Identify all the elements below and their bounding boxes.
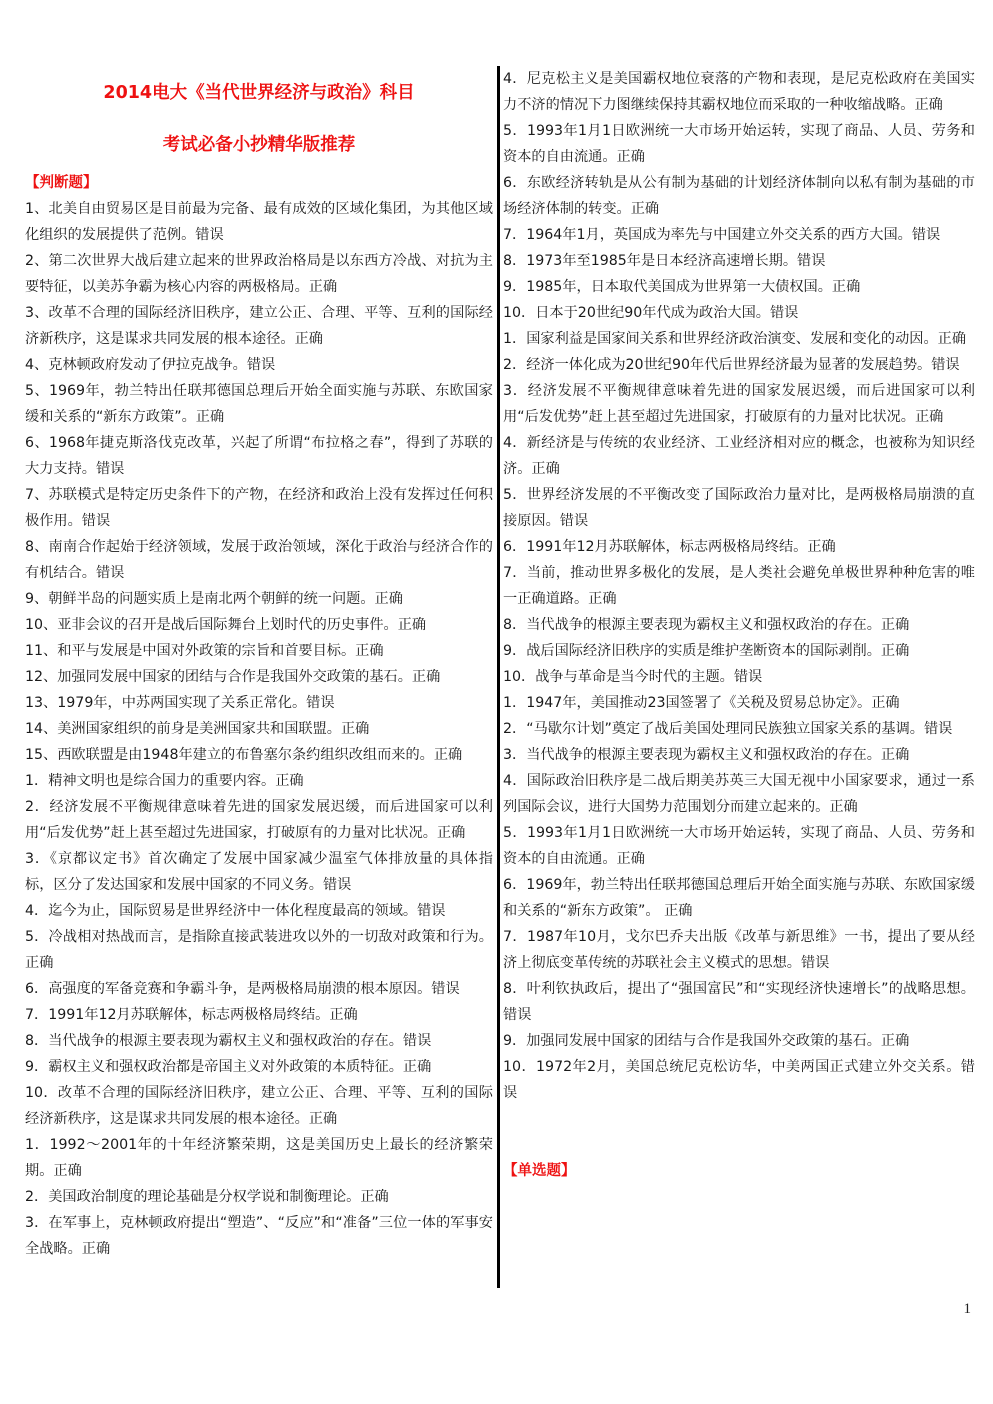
question-item: 8、南南合作起始于经济领域，发展于政治领域，深化于政治与经济合作的有机结合。错误 [25, 539, 493, 581]
question-item: 9．加强同发展中国家的团结与合作是我国外交政策的基石。正确 [503, 1033, 910, 1049]
question-item: 2、第二次世界大战后建立起来的世界政治格局是以东西方冷战、对抗为主要特征，以美苏争霸为核心内容的两极格局。正确 [25, 253, 493, 295]
question-item: 8．当代战争的根源主要表现为霸权主义和强权政治的存在。正确 [503, 617, 910, 633]
section-heading-single-choice: 【单选题】 [503, 1163, 576, 1179]
column-divider [497, 66, 500, 1288]
document-subtitle: 考试必备小抄精华版推荐 [162, 135, 356, 155]
question-item: 6．1991年12月苏联解体，标志两极格局终结。正确 [503, 539, 836, 555]
document-title: 2014电大《当代世界经济与政治》科目 [103, 83, 415, 103]
question-item: 6．东欧经济转轨是从公有制为基础的计划经济体制向以私有制为基础的市场经济体制的转变。正确 [503, 175, 975, 217]
question-item: 8．当代战争的根源主要表现为霸权主义和强权政治的存在。错误 [25, 1033, 432, 1049]
question-item: 10、亚非会议的召开是战后国际舞台上划时代的历史事件。正确 [25, 617, 427, 633]
question-item: 10．改革不合理的国际经济旧秩序，建立公正、合理、平等、互利的国际经济新秩序，这是谋求共同发展的根本途径。正确 [25, 1085, 493, 1127]
question-item: 1、北美自由贸易区是目前最为完备、最有成效的区域化集团，为其他区域化组织的发展提供了范例。错误 [25, 201, 493, 243]
question-item: 9、朝鲜半岛的问题实质上是南北两个朝鲜的统一问题。正确 [25, 591, 403, 607]
question-item: 7．1991年12月苏联解体，标志两极格局终结。正确 [25, 1007, 358, 1023]
question-item: 1．1992～2001年的十年经济繁荣期，这是美国历史上最长的经济繁荣期。正确 [25, 1137, 493, 1179]
question-item: 7．1987年10月，戈尔巴乔夫出版《改革与新思维》一书，提出了要从经济上彻底变革传统的苏联社会主义模式的思想。错误 [503, 929, 975, 971]
question-item: 1．精神文明也是综合国力的重要内容。正确 [25, 773, 304, 789]
question-item: 7．1964年1月，英国成为率先与中国建立外交关系的西方大国。错误 [503, 227, 941, 243]
question-item: 6．高强度的军备竞赛和争霸斗争，是两极格局崩溃的根本原因。错误 [25, 981, 460, 997]
question-item: 9．霸权主义和强权政治都是帝国主义对外政策的本质特征。正确 [25, 1059, 432, 1075]
question-item: 5．1993年1月1日欧洲统一大市场开始运转，实现了商品、人员、劳务和资本的自由流通。正确 [503, 123, 975, 165]
question-item: 5．世界经济发展的不平衡改变了国际政治力量对比，是两极格局崩溃的直接原因。错误 [503, 487, 975, 529]
question-item: 3、改革不合理的国际经济旧秩序，建立公正、合理、平等、互利的国际经济新秩序，这是谋求共同发展的根本途径。正确 [25, 305, 493, 347]
question-item: 13、1979年，中苏两国实现了关系正常化。错误 [25, 695, 335, 711]
question-item: 12、加强同发展中国家的团结与合作是我国外交政策的基石。正确 [25, 669, 441, 685]
question-item: 2．经济一体化成为20世纪90年代后世界经济最为显著的发展趋势。错误 [503, 357, 960, 373]
question-item: 6、1968年捷克斯洛伐克改革，兴起了所谓“布拉格之春”，得到了苏联的大力支持。错误 [25, 435, 493, 477]
question-item: 5．1993年1月1日欧洲统一大市场开始运转，实现了商品、人员、劳务和资本的自由流通。正确 [503, 825, 975, 867]
question-item: 10．日本于20世纪90年代成为政治大国。错误 [503, 305, 799, 321]
question-item: 15、西欧联盟是由1948年建立的布鲁塞尔条约组织改组而来的。正确 [25, 747, 463, 763]
section-heading-judgement: 【判断题】 [25, 175, 98, 191]
question-item: 4．国际政治旧秩序是二战后期美苏英三大国无视中小国家要求，通过一系列国际会议，进行大国势力范围划分而建立起来的。正确 [503, 773, 975, 815]
question-item: 7．当前，推动世界多极化的发展，是人类社会避免单极世界种种危害的唯一正确道路。正确 [503, 565, 975, 607]
question-item: 4．尼克松主义是美国霸权地位衰落的产物和表现，是尼克松政府在美国实力不济的情况下力图继续保持其霸权地位而采取的一种收缩战略。正确 [503, 71, 975, 113]
question-item: 2．美国政治制度的理论基础是分权学说和制衡理论。正确 [25, 1189, 389, 1205]
question-item: 5．冷战相对热战而言，是指除直接武装进攻以外的一切敌对政策和行为。正确 [25, 929, 493, 971]
question-item: 2．“马歇尔计划”奠定了战后美国处理同民族独立国家关系的基调。错误 [503, 721, 953, 737]
question-item: 11、和平与发展是中国对外政策的宗旨和首要目标。正确 [25, 643, 384, 659]
question-item: 8．叶利钦执政后，提出了“强国富民”和“实现经济快速增长”的战略思想。错误 [503, 981, 975, 1023]
question-item: 5、1969年，勃兰特出任联邦德国总理后开始全面实施与苏联、东欧国家缓和关系的“新东方政策”。正确 [25, 383, 493, 425]
question-item: 8．1973年至1985年是日本经济高速增长期。错误 [503, 253, 826, 269]
right-question-list [503, 66, 975, 1106]
question-item: 10．1972年2月，美国总统尼克松访华，中美两国正式建立外交关系。错误 [503, 1059, 975, 1101]
question-item: 3．在军事上，克林顿政府提出“塑造”、“反应”和“准备”三位一体的军事安全战略。正确 [25, 1215, 493, 1257]
blank-line [503, 1132, 975, 1158]
question-item: 14、美洲国家组织的前身是美洲国家共和国联盟。正确 [25, 721, 370, 737]
question-item: 3．《京都议定书》首次确定了发展中国家减少温室气体排放量的具体指标，区分了发达国家和发展中国家的不同义务。错误 [25, 851, 493, 893]
question-item: 4．迄今为止，国际贸易是世界经济中一体化程度最高的领域。错误 [25, 903, 446, 919]
question-item: 10．战争与革命是当今时代的主题。错误 [503, 669, 763, 685]
right-column [503, 66, 975, 1184]
left-column [25, 66, 493, 1262]
question-item: 9．1985年，日本取代美国成为世界第一大债权国。正确 [503, 279, 861, 295]
page-number: 1 [963, 1301, 971, 1317]
question-item: 4、克林顿政府发动了伊拉克战争。错误 [25, 357, 276, 373]
question-item: 6．1969年，勃兰特出任联邦德国总理后开始全面实施与苏联、东欧国家缓和关系的“新东方政策”。 正确 [503, 877, 975, 919]
question-item: 3．经济发展不平衡规律意味着先进的国家发展迟缓，而后进国家可以利用“后发优势”赶上甚至超过先进国家，打破原有的力量对比状况。正确 [503, 383, 975, 425]
question-item: 4．新经济是与传统的农业经济、工业经济相对应的概念，也被称为知识经济。正确 [503, 435, 975, 477]
question-item: 7、苏联模式是特定历史条件下的产物，在经济和政治上没有发挥过任何积极作用。错误 [25, 487, 493, 529]
question-item: 1．国家利益是国家间关系和世界经济政治演变、发展和变化的动因。正确 [503, 331, 967, 347]
question-item: 2．经济发展不平衡规律意味着先进的国家发展迟缓，而后进国家可以利用“后发优势”赶上甚至超过先进国家，打破原有的力量对比状况。正确 [25, 799, 493, 841]
left-question-list [25, 196, 493, 1262]
question-item: 1．1947年，美国推动23国签署了《关税及贸易总协定》。正确 [503, 695, 900, 711]
question-item: 3．当代战争的根源主要表现为霸权主义和强权政治的存在。正确 [503, 747, 910, 763]
blank-line [503, 1106, 975, 1132]
question-item: 9．战后国际经济旧秩序的实质是维护垄断资本的国际剥削。正确 [503, 643, 910, 659]
